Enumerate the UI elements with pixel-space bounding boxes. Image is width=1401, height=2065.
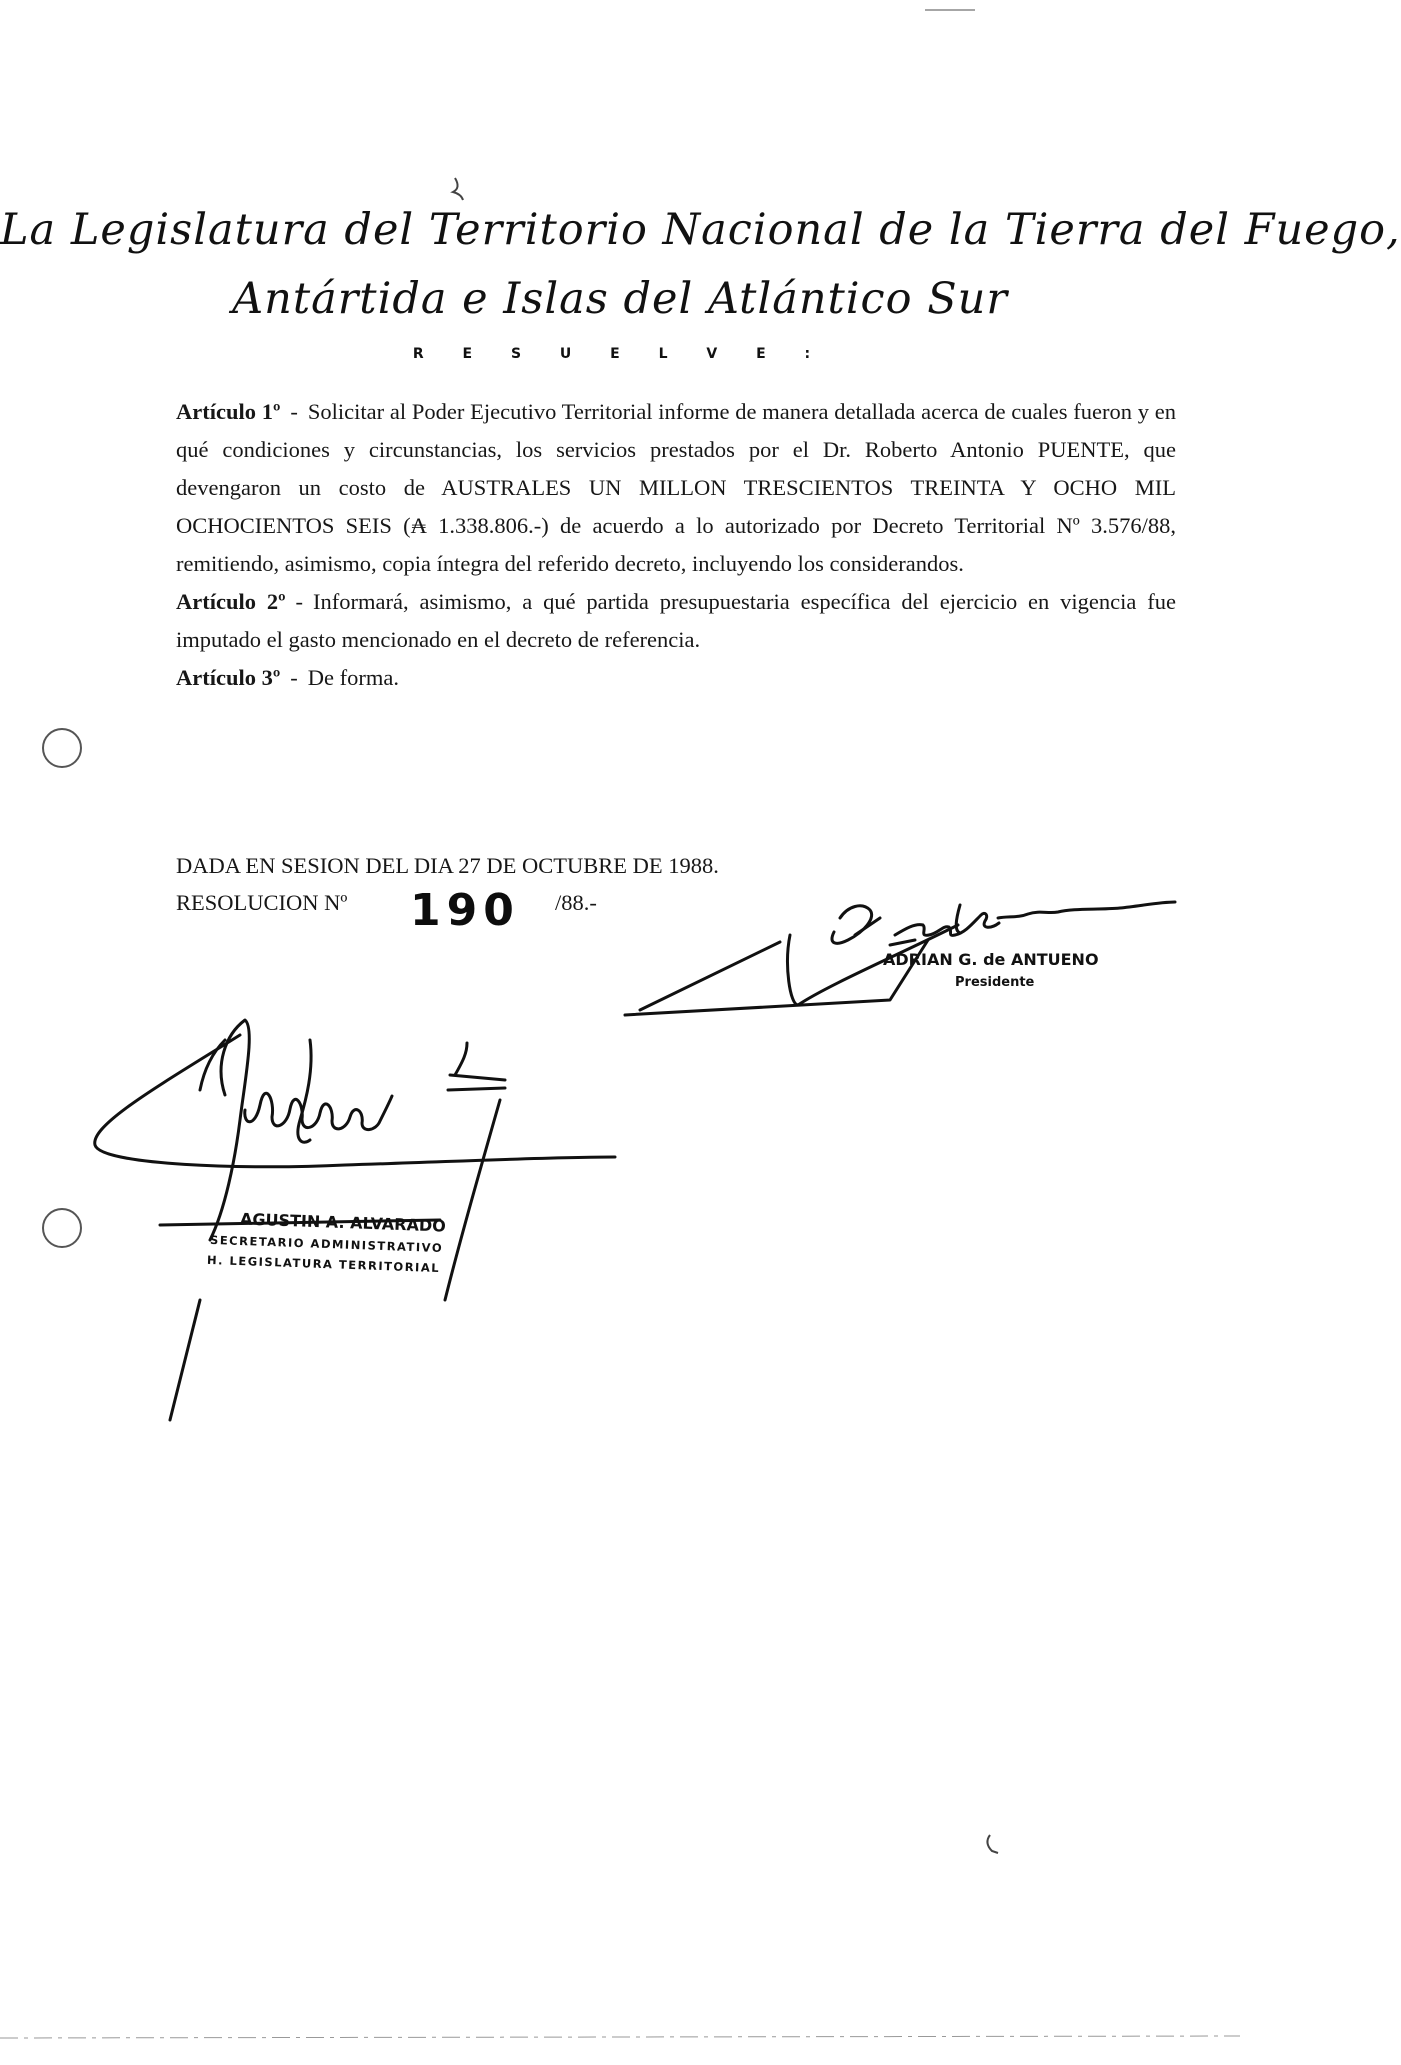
- resolution-year: /88.-: [555, 890, 597, 915]
- article-1-label: Artículo 1º: [176, 399, 281, 424]
- resolution-number: 190: [410, 885, 520, 936]
- secretary-signature: [95, 1020, 615, 1420]
- article-dash: -: [290, 665, 298, 690]
- resolution-label: RESOLUCION Nº: [176, 890, 348, 915]
- scan-mark-tick: [453, 178, 463, 200]
- secretary-role-line1: SECRETARIO ADMINISTRATIVO: [209, 1232, 444, 1256]
- article-dash: -: [295, 589, 304, 614]
- legislature-heading-line1: La Legislatura del Territorio Nacional de la Tierra del Fuego,: [0, 205, 1401, 255]
- punch-hole-upper: [43, 729, 81, 767]
- article-3-label: Artículo 3º: [176, 665, 281, 690]
- legislature-heading-line2: Antártida e Islas del Atlántico Sur: [232, 274, 1008, 324]
- secretary-role-line2: H. LEGISLATURA TERRITORIAL: [206, 1252, 441, 1276]
- president-signature: [625, 902, 1175, 1015]
- president-role: Presidente: [955, 975, 1035, 990]
- secretary-name: AGUSTIN A. ALVARADO: [239, 1209, 447, 1236]
- article-1-text: Solicitar al Poder Ejecutivo Territorial informe de manera detallada acerca de cuales fueron y en qué condiciones y circunstancias, los servicios prestados por el Dr. Roberto Antonio PUENTE, que devengaron un costo de AUSTRALES UN MILLON TRESCIENTOS TREINTA Y OCHO MIL OCHOCIENTOS SEIS (₳ 1.338.806.-) de acuerdo a lo autorizado por Decreto Territorial Nº 3.576/88, remitiendo, asimismo, copia íntegra del referido decreto, incluyendo los considerandos.: [176, 399, 1176, 576]
- scan-bottom-line: [0, 2036, 1240, 2038]
- session-date-line: DADA EN SESION DEL DIA 27 DE OCTUBRE DE 1988.: [176, 853, 719, 878]
- scan-mark-bottom: [987, 1835, 998, 1853]
- article-2-label: Artículo 2º: [176, 589, 286, 614]
- punch-hole-lower: [43, 1209, 81, 1247]
- article-2-text: Informará, asimismo, a qué partida presupuestaria específica del ejercicio en vigencia fue imputado el gasto mencionado en el decreto de referencia.: [176, 589, 1176, 652]
- article-dash: -: [290, 399, 298, 424]
- resuelve-heading: R E S U E L V E :: [412, 346, 828, 362]
- president-name: ADRIAN G. de ANTUENO: [883, 950, 1099, 969]
- article-3-text: De forma.: [307, 665, 400, 690]
